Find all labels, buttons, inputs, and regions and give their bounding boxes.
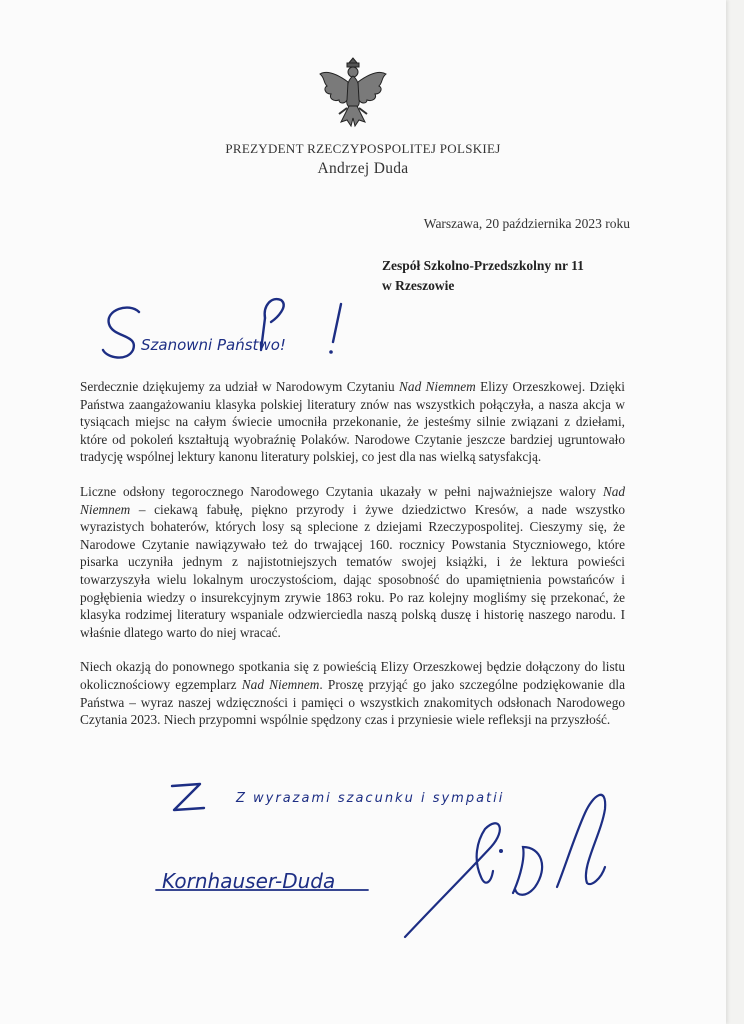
- letter-body: [80, 378, 625, 746]
- signature-president-text: Andrzej Duda: [475, 925, 481, 926]
- polish-eagle-emblem-icon: [317, 48, 389, 130]
- president-name: Andrzej Duda: [317, 160, 409, 177]
- signature-first-lady-text: Kornhauser-Duda: [162, 869, 336, 893]
- office-title: PREZYDENT RZECZYPOSPOLITEJ POLSKIEJ: [225, 141, 501, 156]
- paragraph-1: Serdecznie dziękujemy za udział w Narodowym Czytaniu Nad Niemnem Elizy Orzeszkowej. Dzięki Państwa zaangażowaniu klasyka polskiej literatury znów nas wszystkich połączyła, a nasza akcja w tysiącach miejsc na całym świecie umocniła przekonanie, że jesteśmy silnie związani z dziełami, które od pokoleń kształtują wyobraźnię Polaków. Narodowe Czytanie jeszcze bardziej ugruntowało tradycję wspólnej lektury kanonu literatury polskiej, co jest dla nas wielką satysfakcją.: [80, 379, 625, 465]
- signature-president: [395, 775, 615, 950]
- recipient-line-2: w Rzeszowie: [382, 278, 455, 293]
- salutation-text: Szanowni Państwo!: [141, 336, 286, 354]
- recipient-line-1: Zespół Szkolno-Przedszkolny nr 11: [382, 258, 584, 273]
- handwritten-salutation: [95, 288, 355, 366]
- signature-kornhauser-duda: [150, 860, 390, 900]
- closing-text: Z wyrazami szacunku i sympatii: [236, 791, 505, 806]
- paragraph-3: Niech okazją do ponownego spotkania się z powieścią Elizy Orzeszkowej będzie dołączony do listu okolicznościowy egzemplarz Nad Niemnem. Proszę przyjąć go jako szczególne podziękowanie dla Państwa – wyraz naszej wdzięczności i pamięci o wszystkich znakomitych odsłonach Narodowego Czytania 2023. Niech przypomni wspólnie spędzony czas i przyniesie wiele refleksji na przyszłość.: [80, 659, 625, 728]
- place-date: Warszawa, 20 października 2023 roku: [423, 216, 630, 231]
- paragraph-2: Liczne odsłony tegorocznego Narodowego Czytania ukazały w pełni najważniejsze walory Nad Niemnem – ciekawą fabułę, piękno przyrody i żywe dziedzictwo Kresów, a nade wszystko wyrazistych bohaterów, których losy są splecione z dziejami Rzeczypospolitej. Cieszymy się, że Narodowe Czytanie nawiązywało też do trwającej 160. rocznicy Powstania Styczniowego, które pisarka uczyniła jednym z najistotniejszych tematów swojej książki, i że lektura powieści towarzyszyła wielu lokalnym uroczystościom, dając sposobność do upamiętnienia powstańców i pogłębienia wiedzy o insurekcyjnym zrywie 1863 roku. Po raz kolejny mogliśmy się przekonać, że klasyka rodzimej literatury wspaniale odzwierciedla naszą polską duszę i historię naszego narodu. I właśnie dlatego warto do niej wracać.: [80, 483, 625, 640]
